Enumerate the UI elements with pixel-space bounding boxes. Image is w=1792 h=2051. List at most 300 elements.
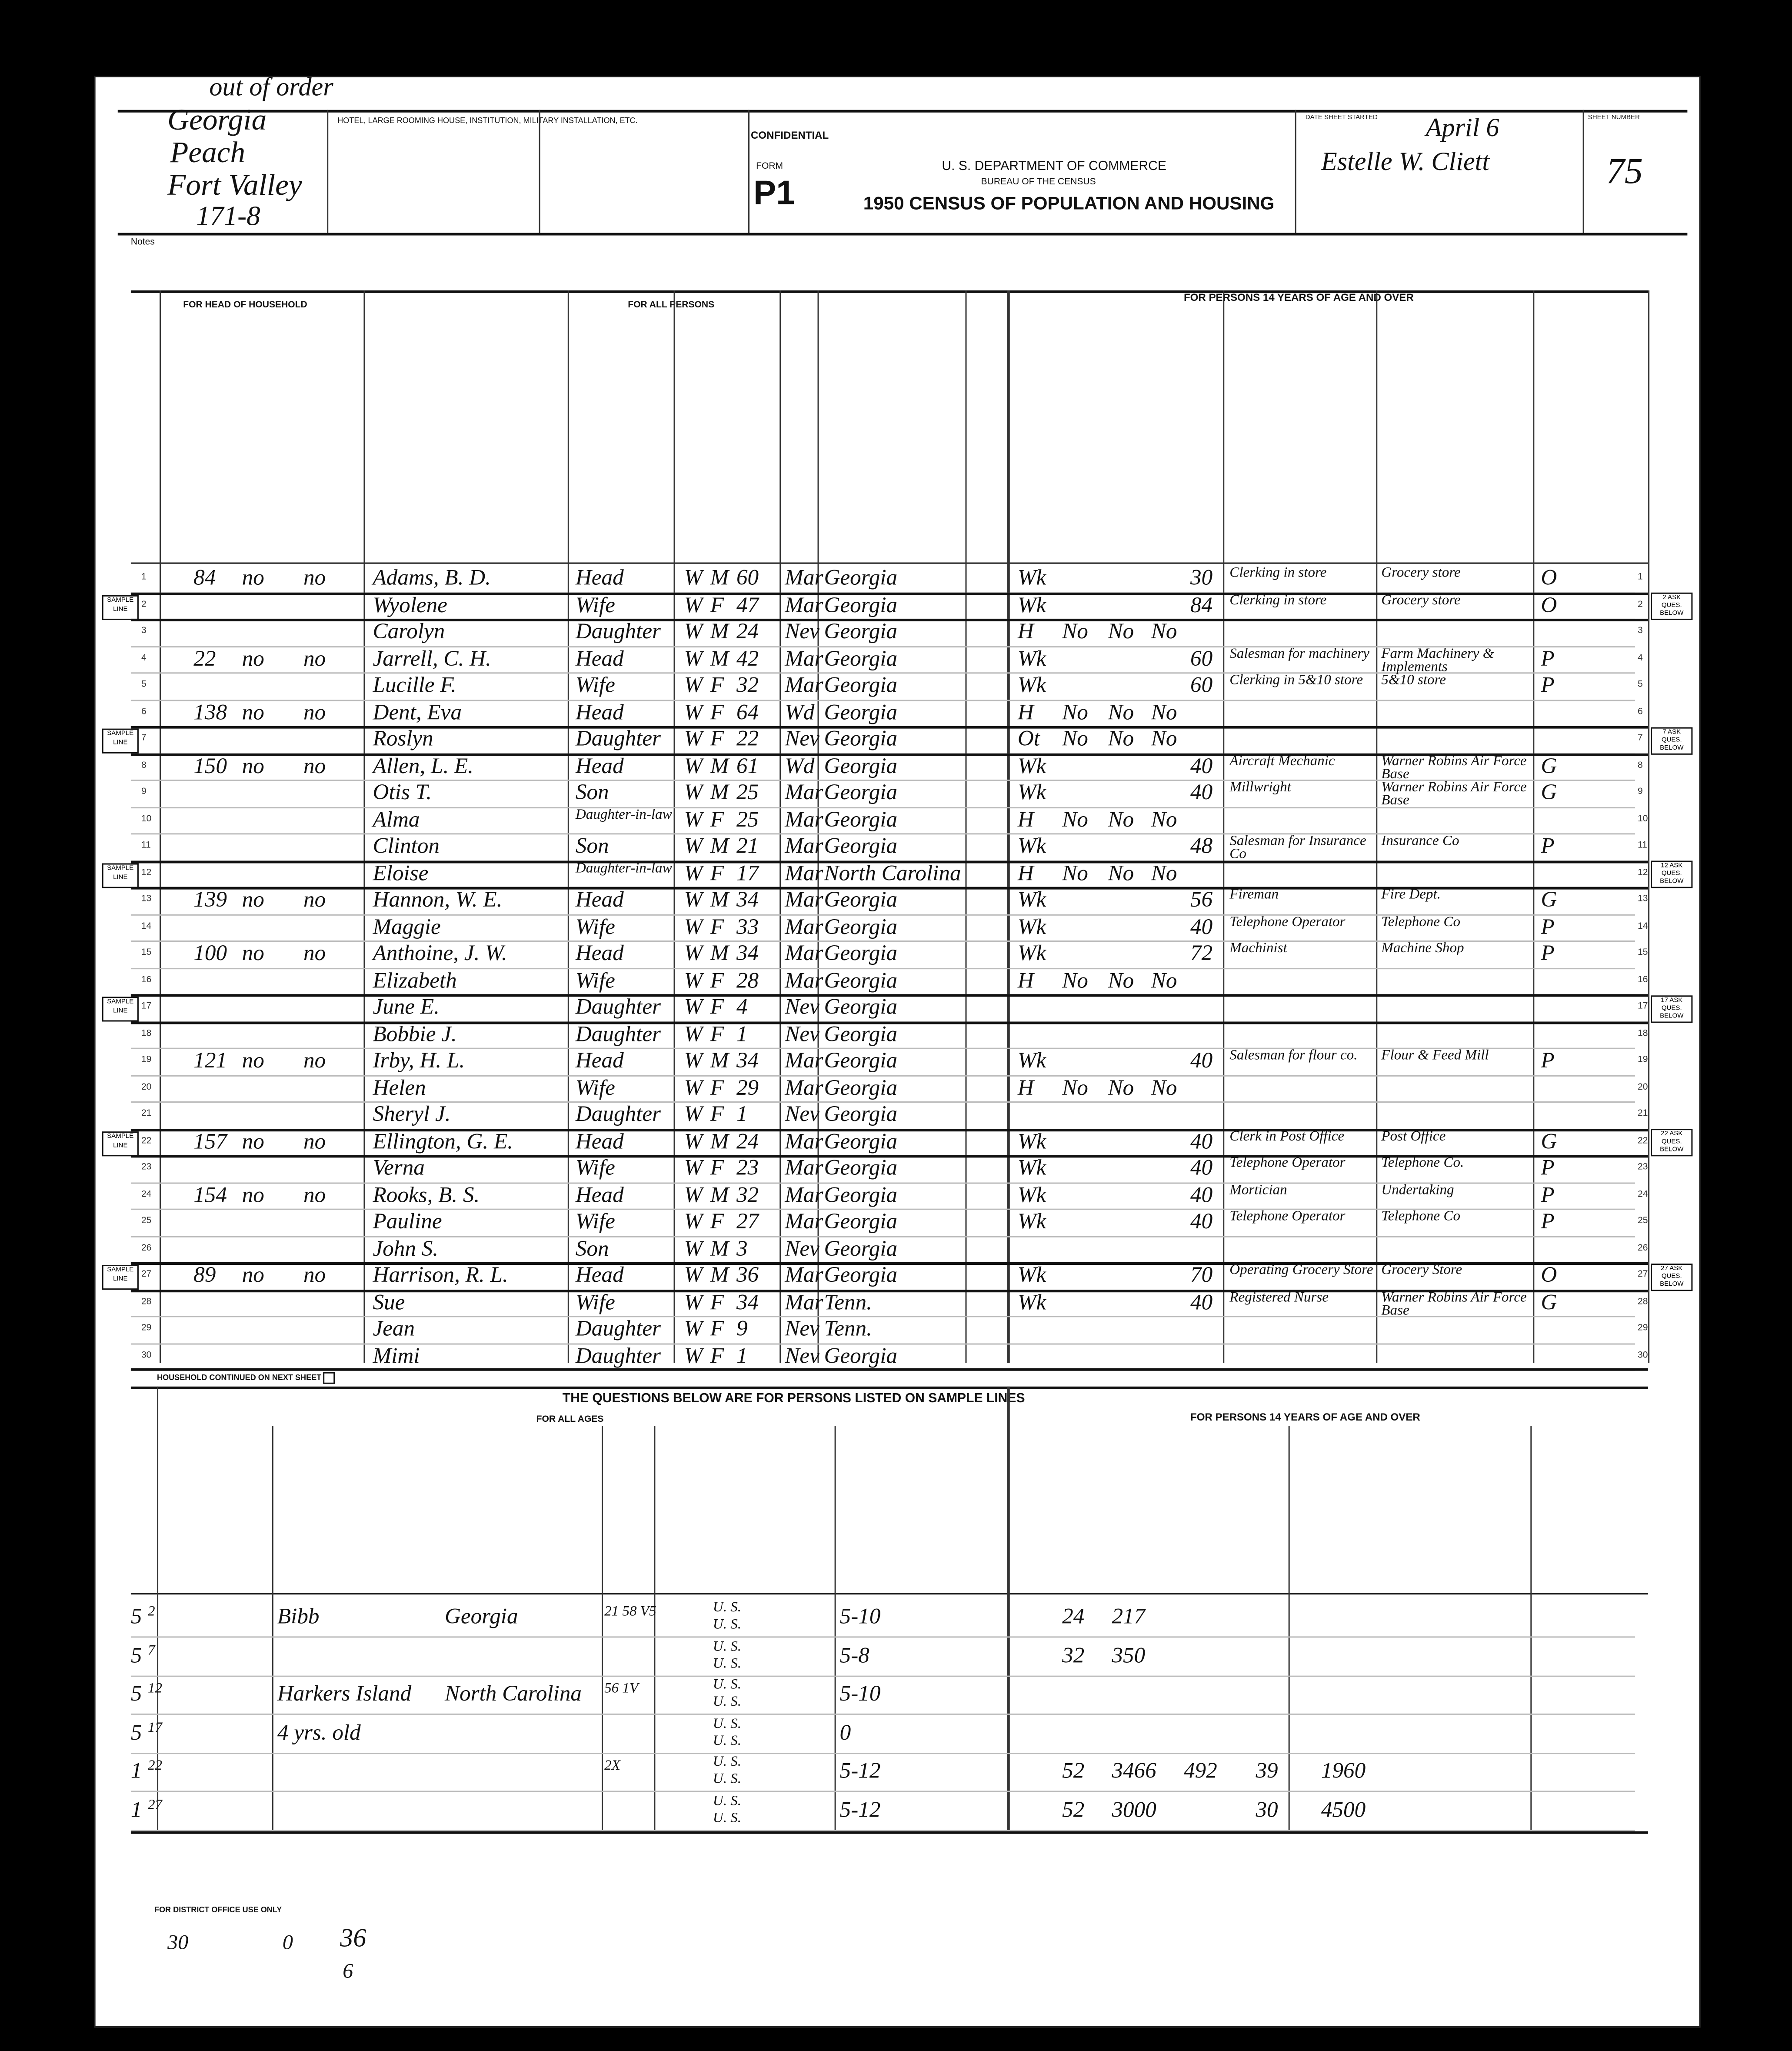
sample-row-divider: [131, 1752, 1635, 1754]
age: 25: [736, 779, 759, 805]
race: W: [684, 672, 703, 697]
income-code: 39: [1256, 1758, 1278, 1783]
race: W: [684, 779, 703, 805]
relationship: Wife: [575, 592, 615, 617]
other-income: 492: [1183, 1758, 1217, 1783]
age: 1: [736, 1343, 748, 1368]
line-number: 30: [141, 1351, 152, 1360]
line-number: 6: [141, 707, 147, 717]
relationship: Wife: [575, 1289, 615, 1314]
father-birthplace: U. S.: [713, 1715, 742, 1731]
marital-status: Mar: [785, 592, 823, 617]
acres-answer: no: [303, 1262, 326, 1287]
sex: F: [710, 699, 724, 724]
age: 23: [736, 1155, 759, 1180]
acres-answer: no: [303, 645, 326, 670]
col16-answer: No: [1062, 726, 1088, 751]
place-value: Fort Valley: [167, 169, 302, 202]
highest-grade: 5-8: [839, 1642, 869, 1667]
sample-prefix: 5: [130, 1719, 142, 1744]
relationship: Daughter: [575, 994, 661, 1019]
line-number-right: 21: [1638, 1109, 1648, 1119]
line-number: 9: [141, 787, 147, 797]
confidential-label: CONFIDENTIAL: [751, 129, 829, 141]
sex: F: [710, 914, 724, 939]
marital-status: Mar: [785, 833, 823, 858]
sample-row-divider: [131, 1791, 1635, 1792]
birthplace: Georgia: [824, 1181, 898, 1207]
highest-grade: 5-12: [839, 1758, 881, 1783]
occupation: Aircraft Mechanic: [1229, 753, 1335, 769]
line-number-right: 13: [1638, 894, 1648, 904]
mother-birthplace: U. S.: [713, 1655, 742, 1671]
birthplace: Georgia: [824, 753, 898, 778]
age: 34: [736, 1047, 759, 1073]
birthplace: Georgia: [824, 779, 898, 805]
weeks-worked: 24: [1062, 1604, 1085, 1629]
acres-answer: no: [303, 887, 326, 912]
marital-status: Mar: [785, 1289, 823, 1314]
ask-questions-marker: [1651, 995, 1692, 1022]
ask-questions-label: ASK QUES. BELOW: [1660, 594, 1684, 617]
sex: M: [710, 1235, 729, 1261]
line-number-right: 12: [1638, 868, 1648, 877]
work-status: Wk: [1017, 914, 1046, 939]
col17-answer: No: [1108, 860, 1134, 885]
work-status: Ot: [1017, 726, 1040, 751]
line-number: 17: [141, 1002, 152, 1011]
birthplace: Georgia: [824, 806, 898, 831]
sample-prefix: 5: [130, 1642, 142, 1667]
class-of-worker: P: [1541, 1155, 1555, 1180]
class-of-worker: P: [1541, 833, 1555, 858]
race: W: [684, 1128, 703, 1153]
sex: M: [710, 753, 729, 778]
sample-line-label: SAMPLE LINE: [107, 730, 134, 747]
line-number: 16: [141, 975, 152, 984]
marital-status: Mar: [785, 887, 823, 912]
person-name: John S.: [373, 1235, 439, 1261]
industry: Telephone Co: [1381, 914, 1461, 930]
line-number-right: 30: [1638, 1351, 1648, 1360]
marital-status: Nev: [785, 1101, 819, 1127]
work-status: Wk: [1017, 887, 1046, 912]
sex: F: [710, 592, 724, 617]
work-status: H: [1017, 618, 1034, 644]
person-name: Eloise: [373, 860, 429, 885]
relationship: Daughter: [575, 726, 661, 751]
sex: F: [710, 1316, 724, 1341]
sample-row-divider: [131, 1829, 1635, 1831]
sample-row-divider: [131, 1714, 1635, 1715]
mother-birthplace: U. S.: [713, 1694, 742, 1710]
line-number-right: 19: [1638, 1055, 1648, 1065]
person-name: Allen, L. E.: [373, 753, 474, 778]
sample-line-marker: [102, 1131, 139, 1156]
house-number: 22: [193, 645, 216, 670]
sex: M: [710, 565, 729, 590]
race: W: [684, 1262, 703, 1287]
ask-line-number: 22: [1661, 1130, 1668, 1138]
father-birthplace: U. S.: [713, 1638, 742, 1654]
col18-answer: No: [1151, 1074, 1177, 1100]
relationship: Head: [575, 940, 624, 966]
county-residence: Bibb: [277, 1604, 320, 1629]
line-number-right: 18: [1638, 1029, 1648, 1038]
age: 24: [736, 618, 759, 644]
marital-status: Mar: [785, 565, 823, 590]
race: W: [684, 1208, 703, 1234]
relationship: Head: [575, 565, 624, 590]
occupation: Mortician: [1229, 1181, 1287, 1198]
col17-answer: No: [1108, 699, 1134, 724]
person-name: Jean: [373, 1316, 415, 1341]
house-number: 157: [193, 1128, 227, 1153]
relationship: Head: [575, 1262, 624, 1287]
line-number-right: 9: [1638, 787, 1643, 797]
age: 25: [736, 806, 759, 831]
acres-answer: no: [303, 1047, 326, 1073]
line-number: 4: [141, 653, 147, 663]
relationship: Head: [575, 1128, 624, 1153]
sample-line-number: 27: [147, 1796, 163, 1812]
class-of-worker: P: [1541, 672, 1555, 697]
race: W: [684, 860, 703, 885]
occupation: Fireman: [1229, 887, 1279, 903]
footer-persons: 36: [340, 1924, 366, 1953]
sheet-label: SHEET NUMBER: [1588, 113, 1640, 122]
work-status: Wk: [1017, 565, 1046, 590]
sex: F: [710, 967, 724, 992]
person-name: Clinton: [373, 833, 440, 858]
work-status: Wk: [1017, 833, 1046, 858]
age: 33: [736, 914, 759, 939]
age: 64: [736, 699, 759, 724]
ask-questions-label: ASK QUES. BELOW: [1660, 862, 1684, 886]
birthplace: Georgia: [824, 1101, 898, 1127]
industry: Farm Machinery & Implements: [1381, 645, 1494, 674]
sheet-number: 75: [1606, 151, 1643, 193]
person-name: Otis T.: [373, 779, 432, 805]
class-of-worker: O: [1541, 565, 1557, 590]
industry: Flour & Feed Mill: [1381, 1047, 1489, 1064]
sample-prefix: 1: [130, 1758, 142, 1783]
class-of-worker: P: [1541, 645, 1555, 670]
mother-birthplace: U. S.: [713, 1617, 742, 1633]
birthplace: Georgia: [824, 1047, 898, 1073]
sample-line-divider: [131, 592, 1648, 594]
line-number: 14: [141, 921, 152, 931]
ask-line-number: 2: [1662, 594, 1666, 602]
person-name: Bobbie J.: [373, 1020, 457, 1046]
acres-answer: no: [303, 699, 326, 724]
relationship: Daughter: [575, 1020, 661, 1046]
out-of-order-note: out of order: [209, 73, 333, 102]
occupation: Clerking in store: [1229, 592, 1327, 608]
ask-questions-label: ASK QUES. BELOW: [1660, 996, 1684, 1020]
class-of-worker: P: [1541, 940, 1555, 966]
line-number: 27: [141, 1270, 152, 1280]
occupation: Telephone Operator: [1229, 1208, 1346, 1224]
marital-status: Mar: [785, 806, 823, 831]
sample-prefix: 5: [130, 1681, 142, 1706]
sex: M: [710, 1262, 729, 1287]
wage-income: 350: [1112, 1642, 1146, 1667]
ask-questions-marker: [1651, 727, 1692, 754]
race: W: [684, 592, 703, 617]
person-name: Sue: [373, 1289, 405, 1314]
state-residence: North Carolina: [444, 1681, 582, 1706]
all-ages-heading: FOR ALL AGES: [536, 1415, 604, 1425]
footer-unknown: 0: [282, 1932, 293, 1954]
ask-line-number: 27: [1661, 1264, 1668, 1272]
hours-worked: 40: [1190, 1208, 1213, 1234]
industry: Grocery store: [1381, 592, 1461, 608]
occupation: Operating Grocery Store: [1229, 1262, 1373, 1278]
sex: F: [710, 1155, 724, 1180]
line-number: 5: [141, 680, 147, 690]
ask-questions-marker: [1651, 1263, 1692, 1291]
residence-code: 2X: [604, 1758, 620, 1774]
age: 1: [736, 1020, 748, 1046]
sex: M: [710, 1047, 729, 1073]
relationship: Head: [575, 1047, 624, 1073]
ask-questions-label: ASK QUES. BELOW: [1660, 1264, 1684, 1288]
farm-answer: no: [242, 645, 264, 670]
race: W: [684, 1101, 703, 1127]
family-income: 4500: [1321, 1796, 1366, 1822]
work-status: H: [1017, 967, 1034, 992]
enumerator-name: Estelle W. Cliett: [1321, 147, 1490, 177]
person-name: Alma: [373, 806, 420, 831]
sex: F: [710, 1343, 724, 1368]
age: 34: [736, 1289, 759, 1314]
line-number-right: 1: [1638, 573, 1643, 582]
relationship: Wife: [575, 967, 615, 992]
person-name: Wyolene: [373, 592, 447, 617]
birthplace: Georgia: [824, 1343, 898, 1368]
farm-answer: no: [242, 1128, 264, 1153]
age: 21: [736, 833, 759, 858]
work-status: Wk: [1017, 592, 1046, 617]
hours-worked: 70: [1190, 1262, 1213, 1287]
marital-status: Mar: [785, 779, 823, 805]
sex: M: [710, 618, 729, 644]
sex: M: [710, 940, 729, 966]
age: 28: [736, 967, 759, 992]
marital-status: Nev: [785, 1316, 819, 1341]
occupation: Salesman for flour co.: [1229, 1047, 1358, 1064]
age: 36: [736, 1262, 759, 1287]
person-name: Harrison, R. L.: [373, 1262, 508, 1287]
relationship: Daughter-in-law: [575, 860, 672, 876]
marital-status: Mar: [785, 860, 823, 885]
sex: F: [710, 1020, 724, 1046]
race: W: [684, 726, 703, 751]
sample-line-marker: [102, 863, 139, 887]
line-number-right: 27: [1638, 1270, 1648, 1280]
line-number-right: 4: [1638, 653, 1643, 663]
age: 29: [736, 1074, 759, 1100]
sample-line-divider: [131, 994, 1648, 997]
occupation: Machinist: [1229, 940, 1287, 957]
line-number: 11: [141, 841, 151, 850]
marital-status: Nev: [785, 1343, 819, 1368]
household-continued-checkbox[interactable]: [323, 1372, 335, 1384]
department-label: U. S. DEPARTMENT OF COMMERCE: [942, 160, 1166, 174]
sex: F: [710, 726, 724, 751]
sex: F: [710, 1289, 724, 1314]
sample-line-marker: [102, 594, 139, 619]
sample-line-label: SAMPLE LINE: [107, 596, 134, 613]
weeks-worked: 52: [1062, 1796, 1085, 1822]
industry: Undertaking: [1381, 1181, 1454, 1198]
race: W: [684, 645, 703, 670]
race: W: [684, 914, 703, 939]
col18-answer: No: [1151, 860, 1177, 885]
person-name: Anthoine, J. W.: [373, 940, 507, 966]
occupation: Millwright: [1229, 779, 1291, 796]
work-status: Wk: [1017, 779, 1046, 805]
mother-birthplace: U. S.: [713, 1732, 742, 1748]
house-number: 150: [193, 753, 227, 778]
birthplace: Georgia: [824, 699, 898, 724]
hours-worked: 84: [1190, 592, 1213, 617]
sample-line-marker: [102, 997, 139, 1021]
work-status: Wk: [1017, 1181, 1046, 1207]
hours-worked: 40: [1190, 1128, 1213, 1153]
line-number: 22: [141, 1136, 152, 1145]
person-name: Hannon, W. E.: [373, 887, 503, 912]
hours-worked: 40: [1190, 914, 1213, 939]
person-name: Carolyn: [373, 618, 445, 644]
class-of-worker: G: [1541, 887, 1557, 912]
birthplace: North Carolina: [824, 860, 961, 885]
line-number: 8: [141, 760, 147, 770]
relationship: Head: [575, 1181, 624, 1207]
marital-status: Mar: [785, 1128, 823, 1153]
sex: F: [710, 672, 724, 697]
age: 61: [736, 753, 759, 778]
wage-income: 217: [1112, 1604, 1146, 1629]
industry: Telephone Co: [1381, 1208, 1461, 1224]
class-of-worker: P: [1541, 914, 1555, 939]
hours-worked: 60: [1190, 672, 1213, 697]
income-code: 30: [1256, 1796, 1278, 1822]
residence-code: 21 58 V5: [604, 1604, 656, 1620]
sample-line-label: SAMPLE LINE: [107, 864, 134, 881]
sex: M: [710, 887, 729, 912]
line-number: 13: [141, 894, 152, 904]
line-number: 15: [141, 948, 152, 958]
sample-line-label: SAMPLE LINE: [107, 1266, 134, 1284]
footer-lines-total: 30: [167, 1932, 189, 1954]
age: 42: [736, 645, 759, 670]
line-number-right: 20: [1638, 1082, 1648, 1092]
line-number-right: 7: [1638, 734, 1643, 743]
bureau-label: BUREAU OF THE CENSUS: [981, 178, 1096, 187]
age: 34: [736, 887, 759, 912]
line-number-right: 29: [1638, 1324, 1648, 1333]
line-number: 28: [141, 1297, 152, 1306]
marital-status: Mar: [785, 1047, 823, 1073]
weeks-worked: 52: [1062, 1758, 1085, 1783]
work-status: Wk: [1017, 1208, 1046, 1234]
sample-row-divider: [131, 1636, 1635, 1637]
birthplace: Georgia: [824, 592, 898, 617]
birthplace: Georgia: [824, 967, 898, 992]
ask-questions-marker: [1651, 593, 1692, 620]
state-residence: Georgia: [444, 1604, 518, 1629]
footer-extra: 6: [343, 1961, 353, 1983]
occupation: Salesman for Insurance Co: [1229, 833, 1366, 862]
work-status: Wk: [1017, 1047, 1046, 1073]
line-number: 20: [141, 1082, 152, 1092]
occupation: Clerking in 5&10 store: [1229, 672, 1363, 688]
hours-worked: 40: [1190, 1181, 1213, 1207]
work-status: Wk: [1017, 645, 1046, 670]
line-number-right: 3: [1638, 626, 1643, 636]
highest-grade: 5-12: [839, 1796, 881, 1822]
class-of-worker: P: [1541, 1047, 1555, 1073]
line-number: 24: [141, 1190, 152, 1199]
line-number: 23: [141, 1163, 152, 1172]
line-number-right: 25: [1638, 1216, 1648, 1226]
birthplace: Georgia: [824, 994, 898, 1019]
ed-number-value: 171-8: [196, 200, 260, 232]
industry: Telephone Co.: [1381, 1155, 1464, 1171]
relationship: Wife: [575, 672, 615, 697]
marital-status: Mar: [785, 1074, 823, 1100]
occupation: Registered Nurse: [1229, 1289, 1329, 1305]
age: 3: [736, 1235, 748, 1261]
relationship: Son: [575, 833, 609, 858]
sex: F: [710, 1074, 724, 1100]
occupation: Clerking in store: [1229, 565, 1327, 581]
marital-status: Nev: [785, 1020, 819, 1046]
work-status: H: [1017, 699, 1034, 724]
col16-answer: No: [1062, 967, 1088, 992]
relationship: Head: [575, 887, 624, 912]
birthplace: Georgia: [824, 940, 898, 966]
marital-status: Mar: [785, 914, 823, 939]
race: W: [684, 1181, 703, 1207]
race: W: [684, 833, 703, 858]
industry: 5&10 store: [1381, 672, 1446, 688]
work-status: H: [1017, 1074, 1034, 1100]
age: 22: [736, 726, 759, 751]
line-number-right: 8: [1638, 760, 1643, 770]
birthplace: Georgia: [824, 1235, 898, 1261]
race: W: [684, 1155, 703, 1180]
age: 9: [736, 1316, 748, 1341]
class-of-worker: G: [1541, 779, 1557, 805]
race: W: [684, 1020, 703, 1046]
line-number-right: 24: [1638, 1190, 1648, 1199]
class-of-worker: G: [1541, 753, 1557, 778]
work-status: H: [1017, 806, 1034, 831]
hours-worked: 60: [1190, 645, 1213, 670]
birthplace: Georgia: [824, 645, 898, 670]
house-number: 138: [193, 699, 227, 724]
acres-answer: no: [303, 753, 326, 778]
acres-answer: no: [303, 1128, 326, 1153]
relationship: Wife: [575, 1074, 615, 1100]
family-income: 1960: [1321, 1758, 1366, 1783]
wage-income: 3000: [1112, 1796, 1156, 1822]
relationship: Daughter: [575, 618, 661, 644]
industry: Insurance Co: [1381, 833, 1459, 849]
